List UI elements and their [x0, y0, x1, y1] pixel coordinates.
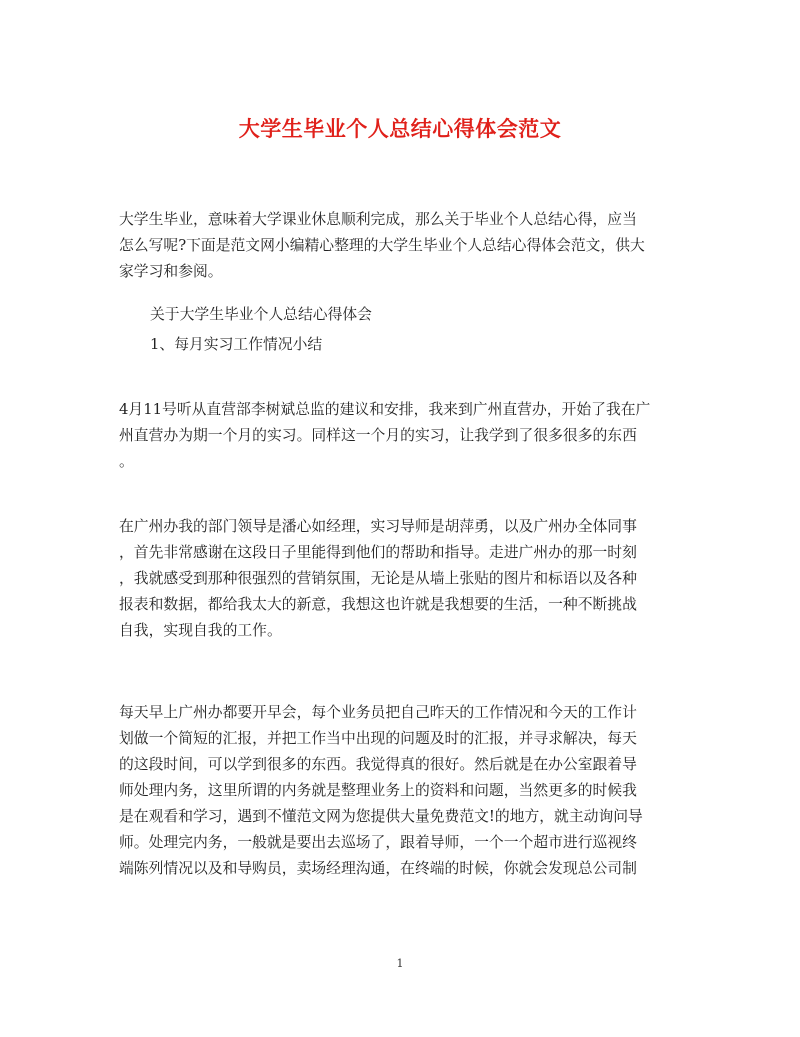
text-line: 师。处理完内务，一般就是要出去巡场了，跟着导师，一个一个超市进行巡视终 — [119, 834, 637, 851]
subheading: 关于大学生毕业个人总结心得体会 — [150, 306, 372, 323]
text-line: 的这段时间，可以学到很多的东西。我觉得真的很好。然后就是在办公室跟着导 — [119, 756, 637, 773]
text-line: 端陈列情况以及和导购员，卖场经理沟通，在终端的时候，你就会发现总公司制 — [119, 860, 637, 877]
document-title: 大学生毕业个人总结心得体会范文 — [238, 117, 562, 141]
paragraph-2 — [119, 514, 683, 644]
text-line: ，我就感受到那种很强烈的营销氛围，无论是从墙上张贴的图片和标语以及各种 — [119, 570, 637, 587]
text-line: 怎么写呢?下面是范文网小编精心整理的大学生毕业个人总结心得体会范文，供大 — [119, 237, 645, 254]
text-line: 在广州办我的部门领导是潘心如经理，实习导师是胡萍勇，以及广州办全体同事 — [119, 518, 637, 535]
text-line: 。 — [119, 453, 134, 470]
text-line: 4月11号听从直营部李树斌总监的建议和安排，我来到广州直营办，开始了我在广 — [119, 401, 651, 418]
text-line: 划做一个简短的汇报，并把工作当中出现的问题及时的汇报，并寻求解决，每天 — [119, 730, 637, 747]
text-line: ，首先非常感谢在这段日子里能得到他们的帮助和指导。走进广州办的那一时刻 — [119, 544, 637, 561]
text-line: 师处理内务，这里所谓的内务就是整理业务上的资料和问题，当然更多的时候我 — [119, 782, 637, 799]
text-line: 家学习和参阅。 — [119, 263, 223, 280]
paragraph-1 — [119, 397, 683, 475]
text-line: 自我，实现自我的工作。 — [119, 622, 282, 639]
text-line: 大学生毕业，意味着大学课业休息顺利完成，那么关于毕业个人总结心得，应当 — [119, 211, 637, 228]
text-line: 是在观看和学习，遇到不懂范文网为您提供大量免费范文!的地方，就主动询问导 — [119, 808, 643, 825]
text-line: 每天早上广州办都要开早会，每个业务员把自己昨天的工作情况和今天的工作计 — [119, 704, 637, 721]
intro-paragraph — [119, 207, 683, 285]
page-number: 1 — [396, 957, 404, 970]
paragraph-3 — [119, 700, 683, 882]
section-heading: 1、每月实习工作情况小结 — [150, 336, 323, 353]
text-line: 州直营办为期一个月的实习。同样这一个月的实习，让我学到了很多很多的东西 — [119, 427, 637, 444]
text-line: 报表和数据，都给我太大的新意，我想这也许就是我想要的生活，一种不断挑战 — [119, 596, 637, 613]
